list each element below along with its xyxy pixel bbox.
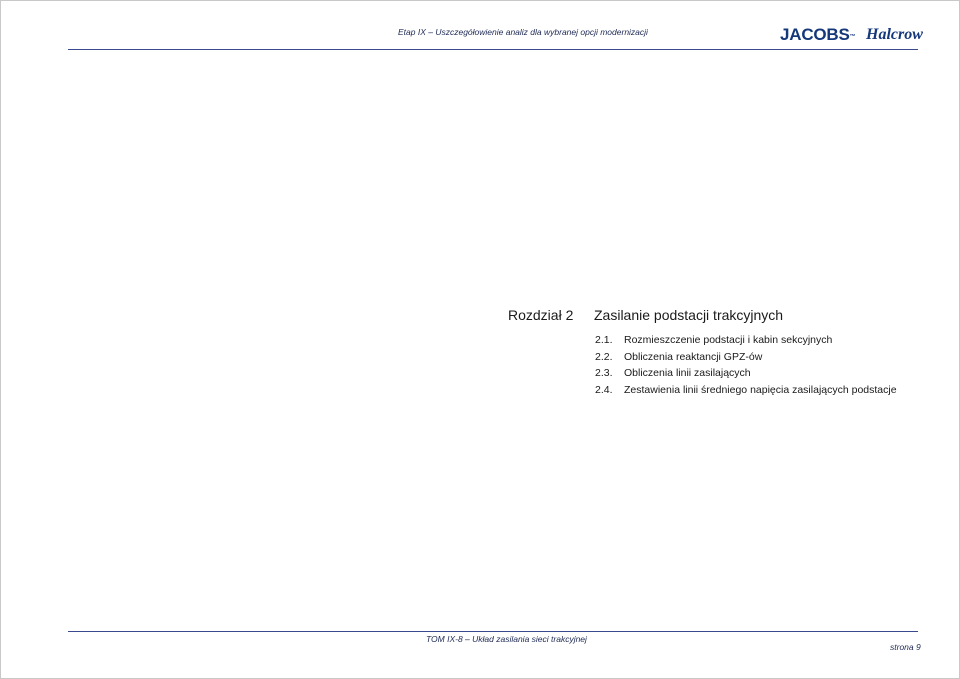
toc-item bbox=[595, 365, 897, 382]
footer-title: TOM IX-8 – Układ zasilania sieci trakcyjnej bbox=[426, 634, 587, 644]
jacobs-logo bbox=[780, 25, 855, 45]
header-rule bbox=[68, 49, 918, 50]
jacobs-logo-text: JACOBS bbox=[780, 25, 850, 44]
toc-item bbox=[595, 332, 897, 349]
toc-item-title: Rozmieszczenie podstacji i kabin sekcyjnych bbox=[624, 334, 833, 346]
jacobs-trademark: ™ bbox=[849, 34, 856, 40]
chapter-title: Zasilanie podstacji trakcyjnych bbox=[594, 307, 784, 323]
table-of-contents bbox=[595, 332, 897, 399]
toc-item-number: 2.1. bbox=[595, 334, 613, 346]
toc-item-title: Obliczenia reaktancji GPZ-ów bbox=[624, 350, 763, 363]
page-number: strona 9 bbox=[890, 642, 921, 652]
toc-item-number: 2.4. bbox=[595, 384, 613, 397]
chapter-label: Rozdział 2 bbox=[508, 307, 574, 323]
halcrow-logo: Halcrow bbox=[866, 26, 923, 43]
toc-item bbox=[595, 382, 897, 399]
toc-item-number: 2.2. bbox=[595, 350, 613, 363]
footer-rule bbox=[68, 631, 918, 632]
toc-item-number: 2.3. bbox=[595, 367, 613, 380]
toc-item-title: Obliczenia linii zasilających bbox=[624, 367, 751, 380]
header-title: Etap IX – Uszczegółowienie analiz dla wybranej opcji modernizacji bbox=[398, 27, 648, 37]
toc-item-title: Zestawienia linii średniego napięcia zasilających podstacje bbox=[624, 384, 897, 397]
toc-item bbox=[595, 349, 897, 366]
